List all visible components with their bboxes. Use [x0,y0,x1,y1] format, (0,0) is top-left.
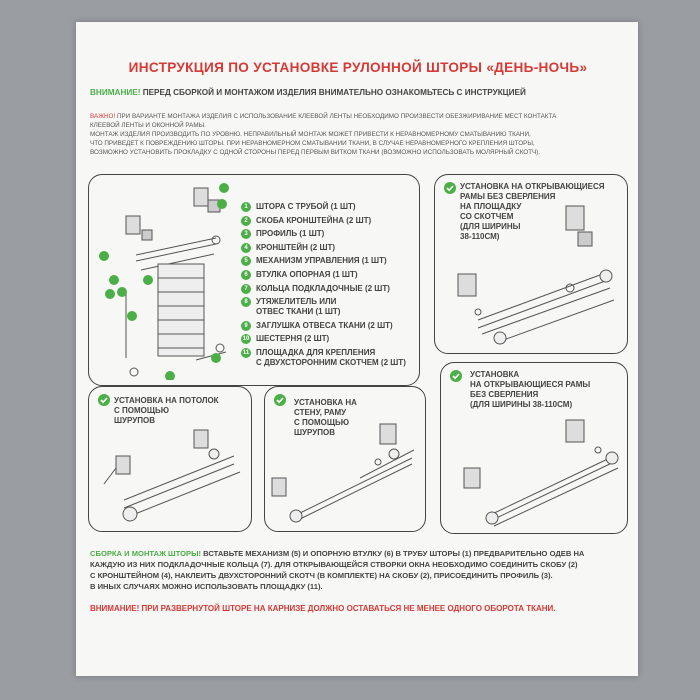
note-line [90,112,630,121]
part-label: КРОНШТЕЙН (2 ШТ) [256,242,336,252]
part-row [241,334,421,344]
part-label: СКОБА КРОНШТЕЙНА (2 ШТ) [256,215,372,225]
attention-line [90,88,630,97]
part-row [241,202,421,212]
page-title: ИНСТРУКЦИЯ ПО УСТАНОВКЕ РУЛОННОЙ ШТОРЫ «ДЕНЬ-НОЧЬ» [128,60,588,75]
assembly-line [90,548,630,559]
instruction-sheet [76,22,638,676]
attention-label: ВНИМАНИЕ! [90,88,141,97]
part-number-badge: 4 [241,243,251,253]
final-warning-label: ВНИМАНИЕ! [90,604,140,613]
part-label: ЗАГЛУШКА ОТВЕСА ТКАНИ (2 ШТ) [256,320,393,330]
part-row [241,297,421,317]
part-row [241,321,421,331]
part-number-badge: 9 [241,321,251,331]
part-row [241,256,421,266]
part-row [241,270,421,280]
note-line [90,139,630,148]
frame-illustration [448,416,624,528]
assembly-instructions [90,548,630,592]
part-number-badge: 10 [242,336,250,343]
parts-list [241,202,421,372]
part-row [241,216,421,226]
check-icon [444,182,456,194]
parts-exploded-illustration [96,180,241,380]
part-row [241,243,421,253]
part-number-badge: 6 [241,270,251,280]
frame-tape-illustration [438,202,622,348]
final-warning [90,604,630,613]
assembly-line [90,570,630,581]
wall-illustration [268,422,420,526]
part-number-badge: 1 [241,202,251,212]
frame-tape-title: УСТАНОВКА НА ОТКРЫВАЮЩИЕСЯ РАМЫ БЕЗ СВЕРЛЕНИЯ НА ПЛОЩАДКУ СО СКОТЧЕМ (ДЛЯ ШИРИНЫ 38-110СМ) [460,182,605,241]
assembly-label: СБОРКА И МОНТАЖ ШТОРЫ! [90,549,202,558]
frame-title: УСТАНОВКА НА ОТКРЫВАЮЩИЕСЯ РАМЫ БЕЗ СВЕРЛЕНИЯ (ДЛЯ ШИРИНЫ 38-110СМ) [470,370,591,409]
part-number-badge: 11 [242,349,250,356]
note-text: ВОЗМОЖНО УСТАНОВИТЬ ПРОКЛАДКУ С ОДНОЙ СТОРОНЫ ПЕРЕД ПЕРВЫМ ВИТКОМ ТКАНИ (ВОЗМОЖНО ИСПОЛЬЗОВАТЬ МОЛЯРНЫЙ СКОТЧ). [90,149,541,156]
part-number-badge: 2 [241,216,251,226]
ceiling-illustration [94,428,246,526]
check-icon [274,394,286,406]
ceiling-title: УСТАНОВКА НА ПОТОЛОК С ПОМОЩЬЮ ШУРУПОВ [114,396,219,425]
note-text: ЧТО ПРИВЕДЕТ К ПОВРЕЖДЕНИЮ ШТОРЫ. ПРИ НЕРАВНОМЕРНОМ СМАТЫВАНИИ ТКАНИ, В СЛУЧАЕ НЕРАВНОМЕРНОГО КРЕПЛЕНИЯ ШТОРЫ, [90,140,535,147]
important-notes [90,112,630,157]
part-label: ПРОФИЛЬ (1 ШТ) [256,229,325,239]
note-text: ПРИ ВАРИАНТЕ МОНТАЖА ИЗДЕЛИЯ С ИСПОЛЬЗОВАНИЕ КЛЕЕВОЙ ЛЕНТЫ НЕОБХОДИМО ПРОИЗВЕСТИ ОБЕЗЖИРИВАНИЕ МЕСТ КОНТАКТА [115,113,557,120]
note-line [90,130,630,139]
part-label: ШЕСТЕРНЯ (2 ШТ) [256,334,330,344]
part-number-badge: 5 [241,256,251,266]
part-label: МЕХАНИЗМ УПРАВЛЕНИЯ (1 ШТ) [256,256,387,266]
final-warning-text: ПРИ РАЗВЕРНУТОЙ ШТОРЕ НА КАРНИЗЕ ДОЛЖНО ОСТАВАТЬСЯ НЕ МЕНЕЕ ОДНОГО ОБОРОТА ТКАНИ. [139,604,556,613]
assembly-line [90,581,630,592]
check-icon [98,394,110,406]
assembly-text: В ИНЫХ СЛУЧАЯХ МОЖНО ИСПОЛЬЗОВАТЬ ПЛОЩАДКУ (11). [90,582,323,591]
note-line [90,148,630,157]
part-label: КОЛЬЦА ПОДКЛАДОЧНЫЕ (2 ШТ) [256,283,390,293]
part-number-badge: 8 [241,297,251,307]
part-label: УТЯЖЕЛИТЕЛЬ ИЛИ ОТВЕС ТКАНИ (1 ШТ) [256,297,341,317]
assembly-text: С КРОНШТЕЙНОМ (4), НАКЛЕИТЬ ДВУХСТОРОННИЙ СКОТЧ (В КОМПЛЕКТЕ) НА СКОБУ (2), ПРИСОЕДИНИТЬ ПРОФИЛЬ (3). [90,571,553,580]
note-text: МОНТАЖ ИЗДЕЛИЯ ПРОИЗВОДИТЬ ПО УРОВНЮ. НЕПРАВИЛЬНЫЙ МОНТАЖ МОЖЕТ ПРИВЕСТИ К НЕРАВНОМЕРНОМУ СМАТЫВАНИЮ ТКАНИ, [90,131,531,138]
part-row [241,348,421,368]
note-text: КЛЕЕВОЙ ЛЕНТЫ И ОКОННОЙ РАМЫ. [90,122,206,129]
part-label: ШТОРА С ТРУБОЙ (1 ШТ) [256,202,356,211]
wall-title: УСТАНОВКА НА СТЕНУ, РАМУ С ПОМОЩЬЮ ШУРУПОВ [294,398,357,437]
check-icon [450,370,462,382]
assembly-text: КАЖДУЮ ИЗ НИХ ПОДКЛАДОЧНЫЕ КОЛЬЦА (7). ДЛЯ ОТКРЫВАЮЩЕЙСЯ СТВОРКИ ОКНА НЕОБХОДИМО СОЕДИНИТЬ СКОБУ (2) [90,560,578,569]
part-number-badge: 3 [241,229,251,239]
part-row [241,284,421,294]
part-label: ПЛОЩАДКА ДЛЯ КРЕПЛЕНИЯ С ДВУХСТОРОННИМ СКОТЧЕМ (2 ШТ) [256,347,406,367]
part-number-badge: 7 [241,284,251,294]
note-line [90,121,630,130]
assembly-line [90,559,630,570]
part-label: ВТУЛКА ОПОРНАЯ (1 ШТ) [256,269,358,279]
part-row [241,229,421,239]
attention-text: ПЕРЕД СБОРКОЙ И МОНТАЖОМ ИЗДЕЛИЯ ВНИМАТЕЛЬНО ОЗНАКОМЬТЕСЬ С [140,88,465,97]
important-label: ВАЖНО! [90,113,116,120]
attention-highlight: ИНСТРУКЦИЕЙ [464,88,526,97]
assembly-text: ВСТАВЬТЕ МЕХАНИЗМ (5) И ОПОРНУЮ ВТУЛКУ (6) В ТРУБУ ШТОРЫ (1) ПРЕДВАРИТЕЛЬНО ОДЕВ НА [201,549,585,558]
